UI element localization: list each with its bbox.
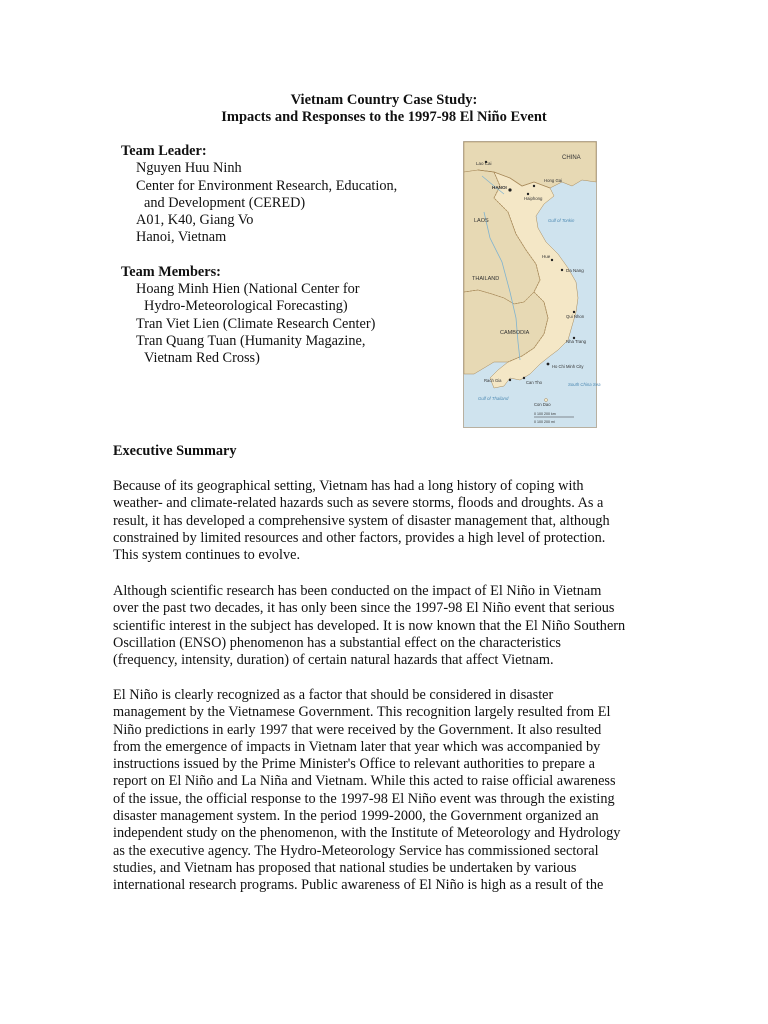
team-member-line: Vietnam Red Cross) [144,350,260,367]
map-label-nha-trang: Nha Trang [566,339,587,344]
summary-text-line: from the emergence of impacts in Vietnam later that year which was accompanied by [113,738,601,755]
summary-text-line: studies, and Vietnam has proposed that national studies be undertaken by various [113,859,577,876]
summary-text-line: This system continues to evolve. [113,547,301,564]
team-leader-line: and Development (CERED) [144,194,306,211]
map-scale-km: 0 100 200 km [534,412,556,416]
map-label-ho-chi-minh: Ho Chi Minh City [552,364,584,369]
map-label-south-china-sea: South China Sea [568,382,601,387]
summary-text-line: weather- and climate-related hazards such as severe storms, floods and droughts. As a [113,495,604,512]
summary-text-line: Niño predictions in early 1997 that were received by the Government. It also resulted [113,721,602,738]
team-members-heading: Team Members: [121,263,221,280]
map-label-lao-cai: Lao Cai [476,161,492,166]
team-member-line: Hoang Minh Hien (National Center for [136,281,360,298]
summary-text-line: report on El Niño and La Niña and Vietnam. While this acted to raise official awareness [113,773,616,790]
da-nang-dot [561,269,563,271]
map-label-hanoi: HANOI [492,185,507,190]
vietnam-map [463,141,601,428]
map-label-laos: LAOS [474,218,489,224]
summary-text-line: over the past two decades, it has only been since the 1997-98 El Niño event that serious [113,600,615,617]
qui-nhon-dot [573,311,575,313]
hanoi-dot [508,188,511,191]
summary-text-line: (frequency, intensity, duration) of certain natural hazards that affect Vietnam. [113,652,554,669]
ho-chi-minh-dot [547,363,550,366]
team-leader-line: A01, K40, Giang Vo [136,212,254,229]
map-label-hue: Hue [542,254,551,259]
team-member-line: Tran Viet Lien (Climate Research Center) [136,315,376,332]
map-label-hong-gai: Hong Gai [544,178,563,183]
summary-text-line: disaster management system. In the period 1999-2000, the Government organized an [113,808,599,825]
map-label-thailand: THAILAND [472,276,500,282]
summary-text-line: Because of its geographical setting, Vietnam has had a long history of coping with [113,478,584,494]
map-label-gulf-thailand: Gulf of Thailand [478,396,509,401]
summary-text-line: management by the Vietnamese Government. This recognition largely resulted from El [113,704,611,721]
map-scale-mi: 0 100 200 mi [534,420,555,424]
team-leader-lines [121,160,441,246]
team-block [121,143,441,368]
map-label-qui-nhon: Qui Nhon [566,314,585,319]
summary-paragraph-2 [113,583,673,669]
map-label-can-tho: Can Tho [526,380,542,385]
summary-text-line: El Niño is clearly recognized as a factor that should be considered in disaster [113,687,554,703]
team-member-line: Hydro-Meteorological Forecasting) [144,298,348,315]
map-label-cambodia: CAMBODIA [500,330,530,336]
map-label-haiphong: Haiphong [524,196,543,201]
haiphong-dot [527,193,529,195]
hong-gai-dot [533,185,535,187]
summary-text-line: result, it has developed a comprehensive system of disaster management that, although [113,512,610,529]
rach-gia-dot [509,379,511,381]
summary-text-line: independent study on the phenomenon, with the Institute of Meteorology and Hydrology [113,825,621,842]
document-title-line1: Vietnam Country Case Study: [290,92,478,108]
executive-summary-heading: Executive Summary [113,443,237,459]
team-leader-line: Nguyen Huu Ninh [136,160,242,177]
summary-text-line: as the executive agency. The Hydro-Meteorology Service has commissioned sectoral [113,842,599,859]
hue-dot [551,259,553,261]
summary-paragraph-3 [113,687,673,895]
executive-summary-section [113,443,673,460]
summary-text-line: scientific interest in the subject has developed. It is now known that the El Niño Southern [113,617,626,634]
team-member-line: Tran Quang Tuan (Humanity Magazine, [136,332,366,349]
summary-text-line: instructions issued by the Prime Minister's Office to relevant authorities to prepare a [113,756,595,773]
document-title-line2: Impacts and Responses to the 1997-98 El Niño Event [221,109,547,125]
summary-text-line: of the issue, the official response to the 1997-98 El Niño event was through the existing [113,790,615,807]
map-label-china: CHINA [562,155,581,161]
can-tho-dot [523,377,525,379]
map-label-con-dao: Con Dao [534,402,551,407]
summary-text-line: Oscillation (ENSO) phenomenon has a substantial effect on the characteristics [113,634,561,651]
map-label-da-nang: Da Nang [566,268,584,273]
summary-paragraph-1 [113,478,673,564]
map-label-gulf-tonkin: Gulf of Tonkin [548,218,575,223]
team-leader-heading: Team Leader: [121,143,207,159]
map-label-rach-gia: Rach Gia [484,378,502,383]
team-leader-line: Center for Environment Research, Education, [136,177,398,194]
team-leader-line: Hanoi, Vietnam [136,229,227,246]
summary-text-line: international research programs. Public awareness of El Niño is high as a result of the [113,877,604,894]
summary-text-line: constrained by limited resources and other factors, provides a high level of protection. [113,529,606,546]
team-members-lines [121,281,441,367]
summary-text-line: Although scientific research has been conducted on the impact of El Niño in Vietnam [113,583,602,599]
